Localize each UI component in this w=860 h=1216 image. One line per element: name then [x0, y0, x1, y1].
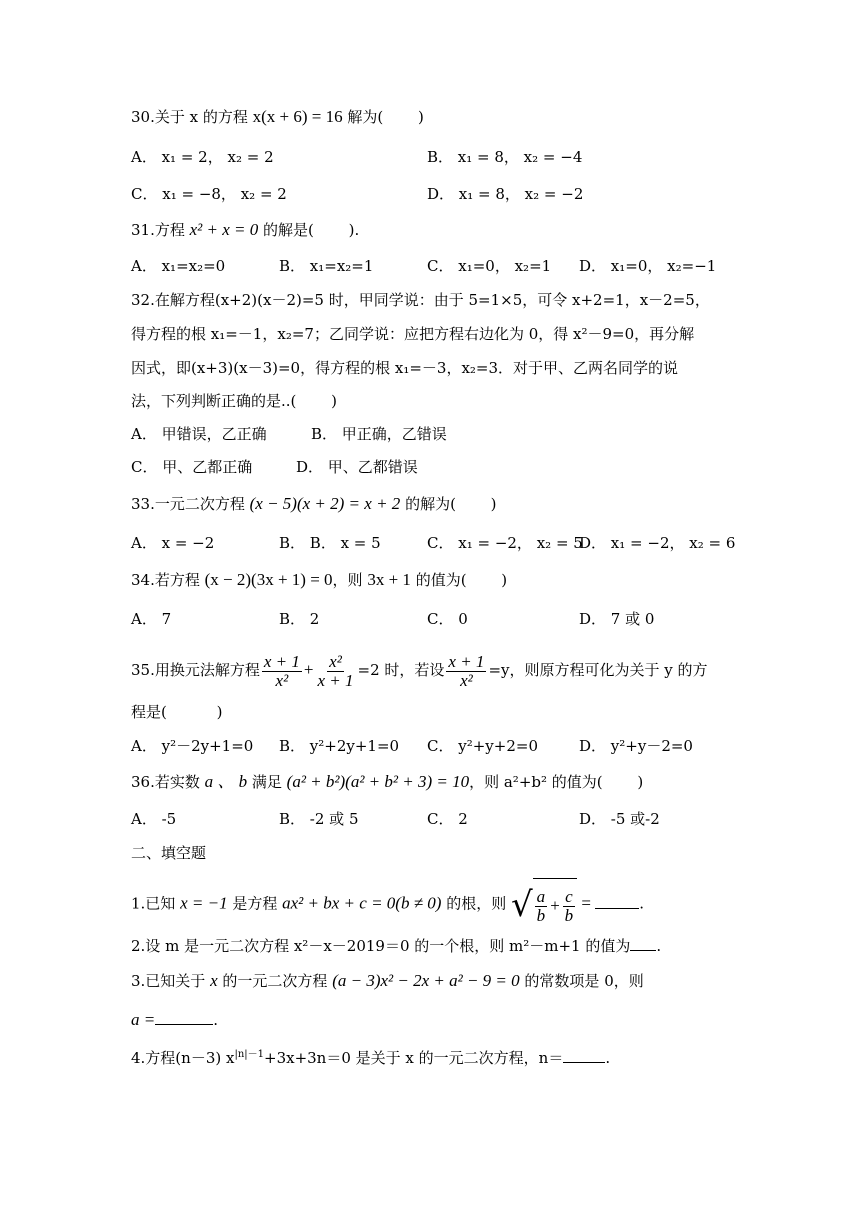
section-title-fill-in: 二、填空题: [131, 844, 207, 862]
q34-option-c[interactable]: C． 0: [427, 610, 468, 628]
q34-equation: (x − 2)(3x + 1) = 0: [204, 570, 333, 589]
q35-fraction-1: $\frac{x + 1}{\text{x²}}$: [263, 651, 300, 690]
q35-option-a[interactable]: A． y²－2y+1=0: [131, 737, 254, 755]
q33-option-b[interactable]: B． B． x = 5: [279, 534, 381, 552]
q32-line-2: 得方程的根 x₁=－1，x₂=7；乙同学说：应把方程右边化为 0，得 x²－9=0，再分解: [131, 325, 695, 343]
q30-equation: x(x + 6) = 16: [252, 107, 343, 126]
fill-4-answer-blank[interactable]: [563, 1048, 605, 1063]
q30-option-c[interactable]: C． x₁ = −8， x₂ = 2: [131, 185, 287, 203]
q34-option-b[interactable]: B． 2: [279, 610, 320, 628]
q34-option-a[interactable]: A． 7: [131, 610, 172, 628]
fill-1-sqrt-expression: √ $\frac{a}{b}$ + $\frac{c}{b}$: [511, 878, 577, 931]
q32-option-b[interactable]: B． 甲正确，乙错误: [311, 425, 447, 443]
q31-equation: x² + x = 0: [189, 220, 259, 239]
q35-fraction-3: $\frac{x + 1}{\text{x²}}$: [448, 651, 485, 690]
q32-line-3: 因式，即(x+3)(x－3)=0，得方程的根 x₁=－3，x₂=3．对于甲、乙两名同学的说: [131, 359, 679, 377]
fill-1-equation: ax² + bx + c = 0(b ≠ 0): [282, 893, 442, 913]
q30-option-d[interactable]: D． x₁ = 8， x₂ = −2: [427, 185, 584, 203]
q30-stem: 30.关于 x 的方程 x(x + 6) = 16 解为( ): [131, 107, 424, 126]
q36-option-b[interactable]: B． -2 或 5: [279, 810, 359, 828]
q31-option-a[interactable]: A． x₁=x₂=0: [131, 257, 226, 275]
q36-option-d[interactable]: D． -5 或-2: [579, 810, 660, 828]
q32-option-c[interactable]: C． 甲、乙都正确: [131, 458, 253, 476]
q33-stem: 33.一元二次方程 (x − 5)(x + 2) = x + 2 的解为( ): [131, 494, 497, 513]
q35-option-b[interactable]: B． y²+2y+1=0: [279, 737, 400, 755]
q36-option-c[interactable]: C． 2: [427, 810, 468, 828]
q30-option-b[interactable]: B． x₁ = 8， x₂ = −4: [427, 148, 583, 166]
q35-option-d[interactable]: D． y²+y－2=0: [579, 737, 693, 755]
q34-expression: 3x + 1: [367, 570, 411, 589]
q35-fraction-2: $\frac{\text{x²}}{x + 1}$: [317, 651, 354, 690]
fill-3-equation: (a − 3)x² − 2x + a² − 9 = 0: [332, 971, 520, 990]
q36-stem: 36.若实数 a 、 b 满足 (a² + b²)(a² + b² + 3) = 10，则 a²+b² 的值为( ): [131, 772, 644, 791]
fill-2-answer-blank[interactable]: [630, 936, 656, 951]
q35-line-2: 程是( ): [131, 703, 223, 721]
fill-4-stem: 4.方程(n－3) $x^{|n|-1}+3x+3n=0$ 是关于 x 的一元二次方程，n＝ .: [131, 1049, 611, 1067]
q36-equation: (a² + b²)(a² + b² + 3) = 10: [286, 772, 470, 791]
q35-stem: 35.用换元法解方程 $\frac{x + 1}{\text{x²}}$ + $\frac{\text{x²}}{x + 1}$ =2 时，若设 $\frac{x + 1}{\text{x²}}$ =y，则原方程可化为关于 y 的方: [131, 651, 708, 690]
q32-line-4: 法，下列判断正确的是..( ): [131, 392, 338, 410]
q32-option-a[interactable]: A． 甲错误，乙正确: [131, 425, 267, 443]
q33-option-c[interactable]: C． x₁ = −2， x₂ = 5: [427, 534, 583, 552]
fill-1-stem: 1.已知 x = −1 是方程 ax² + bx + c = 0(b ≠ 0) 的根，则 √ $\frac{a}{b}$ + $\frac{c}{b}$ = .: [131, 878, 644, 928]
q31-stem: 31.方程 x² + x = 0 的解是( ).: [131, 220, 360, 239]
q31-option-b[interactable]: B． x₁=x₂=1: [279, 257, 374, 275]
fill-2-stem: 2.设 m 是一元二次方程 x²－x－2019＝0 的一个根，则 m²－m+1 的值为 .: [131, 937, 662, 955]
q36-variables: a 、 b: [204, 772, 248, 791]
fill-3-line-2: a = .: [131, 1010, 219, 1029]
q34-stem: 34.若方程 (x − 2)(3x + 1) = 0，则 3x + 1 的值为( ): [131, 570, 508, 589]
q33-option-d[interactable]: D． x₁ = −2， x₂ = 6: [579, 534, 736, 552]
q31-option-d[interactable]: D． x₁=0， x₂=−1: [579, 257, 717, 275]
fill-3-answer-blank[interactable]: [155, 1010, 213, 1025]
fill-1-answer-blank[interactable]: [595, 894, 639, 909]
q33-equation: (x − 5)(x + 2) = x + 2: [249, 494, 401, 513]
q34-option-d[interactable]: D． 7 或 0: [579, 610, 655, 628]
q30-option-a[interactable]: A． x₁ = 2， x₂ = 2: [131, 148, 274, 166]
q33-option-a[interactable]: A． x = −2: [131, 534, 215, 552]
q36-option-a[interactable]: A． -5: [131, 810, 177, 828]
q35-option-c[interactable]: C． y²+y+2=0: [427, 737, 538, 755]
q32-line-1: 32.在解方程(x+2)(x－2)=5 时，甲同学说：由于 5=1×5，可令 x+2=1，x－2=5，: [131, 291, 710, 309]
q31-option-c[interactable]: C． x₁=0， x₂=1: [427, 257, 552, 275]
fill-3-stem: 3.已知关于 x 的一元二次方程 (a − 3)x² − 2x + a² − 9 = 0 的常数项是 0，则: [131, 971, 644, 990]
q32-option-d[interactable]: D． 甲、乙都错误: [296, 458, 418, 476]
